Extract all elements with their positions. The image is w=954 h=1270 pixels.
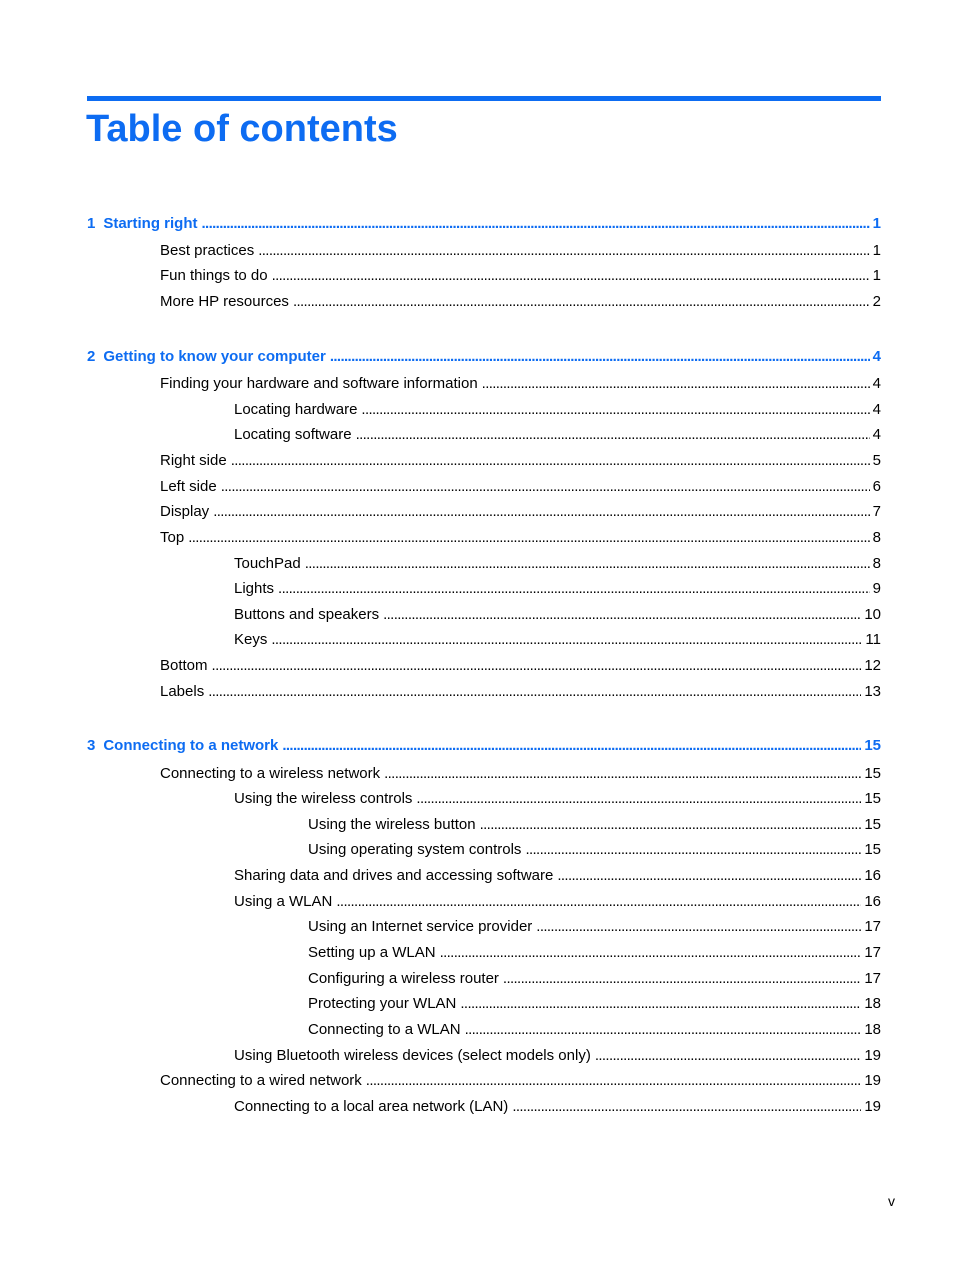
toc-entry[interactable] [308, 814, 881, 836]
entry-label: Protecting your WLAN [308, 995, 457, 1012]
toc-entry[interactable] [160, 291, 881, 313]
page-title: Table of contents [86, 108, 398, 150]
entry-label: More HP resources [160, 293, 289, 310]
dot-leader [202, 213, 870, 235]
entry-label: Finding your hardware and software information [160, 375, 478, 392]
dot-leader [208, 681, 861, 703]
page-number: v [888, 1193, 895, 1209]
dot-leader [231, 450, 870, 472]
toc-entry[interactable] [308, 968, 881, 990]
dot-leader [557, 865, 861, 887]
entry-page: 4 [872, 348, 881, 365]
entry-label: Labels [160, 683, 205, 700]
dot-leader [465, 1019, 862, 1041]
entry-label: Locating hardware [234, 401, 358, 418]
entry-page: 16 [864, 893, 881, 910]
entry-page: 10 [864, 606, 881, 623]
entry-label: Right side [160, 452, 227, 469]
entry-label: Keys [234, 631, 268, 648]
entry-page: 1 [872, 267, 881, 284]
entry-label: Sharing data and drives and accessing software [234, 867, 554, 884]
entry-page: 4 [872, 401, 881, 418]
dot-leader [305, 553, 870, 575]
entry-label: Using Bluetooth wireless devices (select models only) [234, 1047, 591, 1064]
dot-leader [293, 291, 870, 313]
entry-page: 15 [864, 765, 881, 782]
toc-entry[interactable] [160, 501, 881, 523]
entry-label: Using operating system controls [308, 841, 522, 858]
dot-leader [336, 891, 861, 913]
entry-page: 9 [872, 580, 881, 597]
entry-page: 4 [872, 375, 881, 392]
dot-leader [512, 1096, 861, 1118]
toc-entry[interactable] [234, 629, 881, 651]
entry-label: Best practices [160, 242, 255, 259]
dot-leader [282, 735, 861, 757]
entry-page: 18 [864, 1021, 881, 1038]
toc-entry[interactable] [234, 891, 881, 913]
dot-leader [440, 942, 862, 964]
dot-leader [383, 604, 861, 626]
entry-page: 18 [864, 995, 881, 1012]
toc-entry[interactable] [234, 788, 881, 810]
toc-entry[interactable] [234, 578, 881, 600]
entry-page: 8 [872, 555, 881, 572]
entry-label: Configuring a wireless router [308, 970, 499, 987]
entry-label: Connecting to a WLAN [308, 1021, 461, 1038]
title-rule [87, 96, 881, 101]
toc-entry[interactable] [308, 916, 881, 938]
entry-page: 17 [864, 944, 881, 961]
toc-entry[interactable] [308, 1019, 881, 1041]
entry-label: Getting to know your computer [103, 348, 326, 365]
toc-entry[interactable] [234, 604, 881, 626]
toc-entry[interactable] [234, 553, 881, 575]
toc-entry[interactable] [160, 476, 881, 498]
entry-label: Display [160, 503, 210, 520]
entry-label: Connecting to a wireless network [160, 765, 381, 782]
entry-page: 4 [872, 426, 881, 443]
entry-page: 17 [864, 970, 881, 987]
entry-page: 15 [864, 816, 881, 833]
dot-leader [384, 763, 861, 785]
dot-leader [536, 916, 861, 938]
toc-entry[interactable] [160, 1070, 881, 1092]
entry-page: 19 [864, 1072, 881, 1089]
entry-page: 6 [872, 478, 881, 495]
entry-label: TouchPad [234, 555, 301, 572]
entry-page: 19 [864, 1098, 881, 1115]
entry-label: Connecting to a local area network (LAN) [234, 1098, 509, 1115]
toc-entry[interactable] [160, 265, 881, 287]
entry-label: Connecting to a wired network [160, 1072, 362, 1089]
dot-leader [503, 968, 861, 990]
entry-label: Buttons and speakers [234, 606, 380, 623]
dot-leader [212, 655, 862, 677]
entry-page: 5 [872, 452, 881, 469]
toc-entry[interactable] [160, 681, 881, 703]
entry-label: Setting up a WLAN [308, 944, 436, 961]
dot-leader [271, 629, 862, 651]
toc-entry[interactable] [234, 424, 881, 446]
chapter-number: 3 [87, 737, 96, 754]
toc-entry[interactable] [160, 450, 881, 472]
dot-leader [525, 839, 861, 861]
toc-chapter-entry[interactable] [87, 213, 881, 235]
entry-label: Starting right [103, 215, 198, 232]
toc-chapter-entry[interactable] [87, 735, 881, 757]
dot-leader [595, 1045, 861, 1067]
dot-leader [278, 578, 870, 600]
entry-label: Connecting to a network [103, 737, 279, 754]
entry-page: 11 [865, 631, 881, 648]
chapter-number: 2 [87, 348, 96, 365]
toc-chapter-entry[interactable] [87, 346, 881, 368]
dot-leader [272, 265, 870, 287]
entry-label: Using the wireless button [308, 816, 476, 833]
entry-page: 17 [864, 918, 881, 935]
entry-page: 1 [872, 242, 881, 259]
dot-leader [416, 788, 861, 810]
entry-label: Lights [234, 580, 275, 597]
dot-leader [356, 424, 870, 446]
toc-entry[interactable] [234, 1096, 881, 1118]
entry-label: Using an Internet service provider [308, 918, 533, 935]
toc-entry[interactable] [308, 839, 881, 861]
toc-entry[interactable] [234, 399, 881, 421]
toc-entry[interactable] [160, 655, 881, 677]
dot-leader [330, 346, 870, 368]
entry-page: 1 [872, 215, 881, 232]
dot-leader [188, 527, 869, 549]
dot-leader [258, 240, 869, 262]
entry-page: 15 [864, 790, 881, 807]
entry-label: Using a WLAN [234, 893, 333, 910]
entry-page: 2 [872, 293, 881, 310]
entry-label: Bottom [160, 657, 208, 674]
dot-leader [480, 814, 862, 836]
toc-entry[interactable] [160, 240, 881, 262]
toc-entry[interactable] [234, 1045, 881, 1067]
chapter-number: 1 [87, 215, 96, 232]
entry-page: 7 [872, 503, 881, 520]
entry-label: Using the wireless controls [234, 790, 413, 807]
entry-page: 16 [864, 867, 881, 884]
toc-entry[interactable] [308, 942, 881, 964]
entry-page: 13 [864, 683, 881, 700]
entry-label: Left side [160, 478, 217, 495]
dot-leader [213, 501, 869, 523]
toc-entry[interactable] [308, 993, 881, 1015]
entry-label: Locating software [234, 426, 352, 443]
toc-entry[interactable] [160, 373, 881, 395]
dot-leader [221, 476, 870, 498]
entry-page: 12 [864, 657, 881, 674]
entry-page: 8 [872, 529, 881, 546]
dot-leader [366, 1070, 862, 1092]
entry-label: Top [160, 529, 185, 546]
entry-label: Fun things to do [160, 267, 268, 284]
dot-leader [460, 993, 861, 1015]
dot-leader [482, 373, 870, 395]
entry-page: 15 [864, 841, 881, 858]
dot-leader [361, 399, 869, 421]
toc-entry[interactable] [234, 865, 881, 887]
toc-entry[interactable] [160, 527, 881, 549]
entry-page: 15 [864, 737, 881, 754]
toc-entry[interactable] [160, 763, 881, 785]
entry-page: 19 [864, 1047, 881, 1064]
